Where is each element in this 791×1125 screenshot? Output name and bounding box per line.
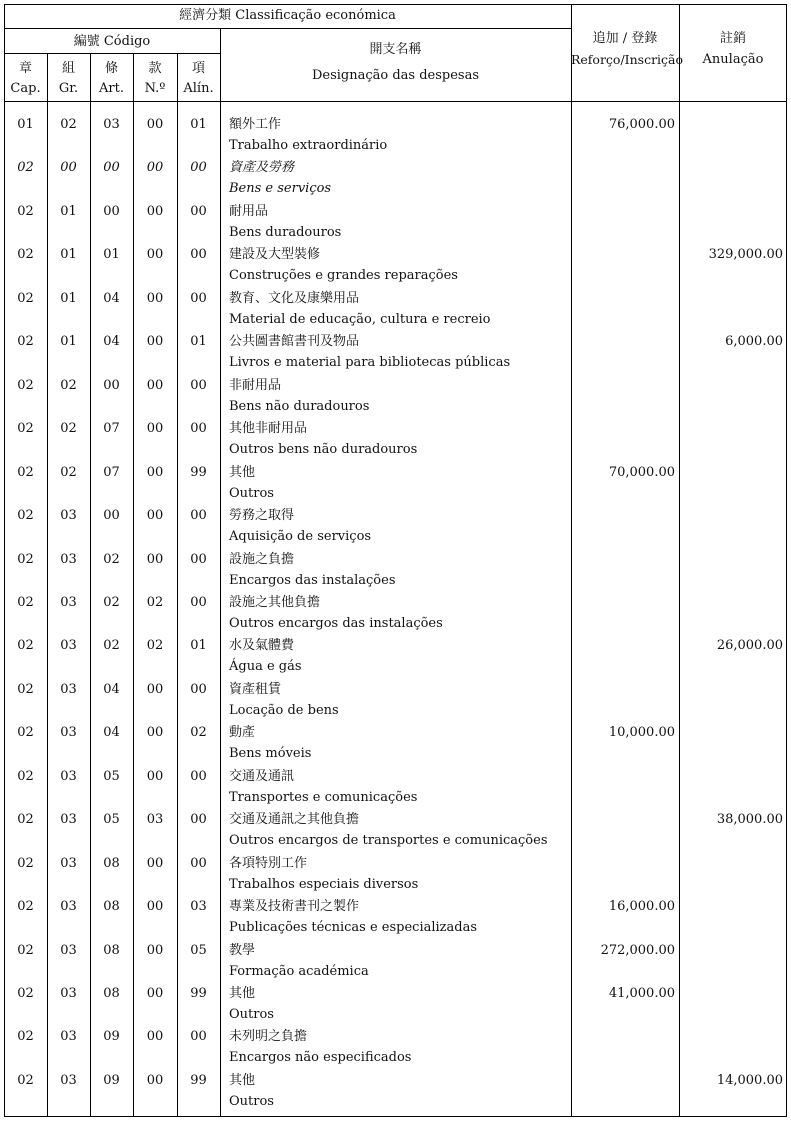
cell-gr: 02 — [60, 421, 77, 436]
cell-art: 04 — [103, 291, 120, 306]
anulacao-heading-zh: 註銷 — [719, 31, 746, 46]
designation-pt: Outros — [229, 1007, 274, 1022]
designation-pt: Bens não duradouros — [229, 399, 370, 414]
designation-pt: Material de educação, cultura e recreio — [229, 312, 491, 327]
anulacao-amount: 6,000.00 — [725, 334, 783, 349]
cell-art: 05 — [103, 812, 120, 827]
designation-zh: 交通及通訊之其他負擔 — [229, 812, 360, 827]
designation-pt: Transportes e comunicações — [229, 790, 418, 805]
cell-art: 04 — [103, 725, 120, 740]
anulacao-heading-pt: Anulação — [702, 52, 764, 67]
cell-no: 00 — [146, 378, 164, 393]
designation-zh: 建設及大型裝修 — [229, 247, 321, 262]
designation-pt: Outros encargos das instalações — [229, 616, 443, 631]
designation-zh: 未列明之負擔 — [229, 1029, 308, 1044]
designation-zh: 其他非耐用品 — [229, 421, 308, 436]
anulacao-amount: 329,000.00 — [708, 247, 783, 262]
designation-zh: 各項特別工作 — [229, 856, 308, 871]
designation-pt: Publicações técnicas e especializadas — [229, 920, 478, 935]
cell-art: 05 — [103, 769, 120, 784]
cell-alin: 03 — [190, 899, 207, 914]
cell-no: 00 — [146, 247, 164, 262]
cell-art: 08 — [103, 943, 120, 958]
cell-cap: 02 — [17, 552, 34, 567]
designation-zh: 教育、文化及康樂用品 — [229, 291, 360, 306]
designation-zh: 其他 — [229, 465, 256, 480]
cell-alin: 00 — [190, 552, 207, 567]
cell-gr: 02 — [60, 378, 77, 393]
cell-alin: 00 — [190, 247, 207, 262]
art-heading-zh: 條 — [104, 61, 118, 76]
cell-gr: 03 — [60, 856, 77, 871]
cell-no: 00 — [146, 291, 164, 306]
designation-zh: 其他 — [229, 986, 256, 1001]
cell-art: 04 — [103, 334, 120, 349]
cell-art: 08 — [103, 986, 120, 1001]
cell-cap: 02 — [17, 986, 34, 1001]
reforco-amount: 41,000.00 — [608, 986, 675, 1001]
cell-art: 09 — [103, 1073, 120, 1088]
header-bottom-rule — [4, 101, 787, 102]
cell-no: 02 — [146, 638, 164, 653]
cell-art: 03 — [103, 117, 120, 132]
cell-art: 07 — [103, 421, 120, 436]
cell-no: 00 — [146, 117, 164, 132]
cell-cap: 02 — [17, 856, 34, 871]
designation-zh: 交通及通訊 — [229, 769, 295, 784]
gr-heading-zh: 組 — [61, 61, 75, 76]
cell-no: 00 — [146, 725, 164, 740]
cell-gr: 00 — [60, 160, 77, 175]
alin-heading-pt: Alín. — [183, 81, 214, 96]
cell-alin: 00 — [190, 291, 207, 306]
cell-no: 00 — [146, 769, 164, 784]
cell-no: 00 — [146, 334, 164, 349]
cell-alin: 05 — [190, 943, 207, 958]
gr-heading-pt: Gr. — [58, 81, 79, 96]
designation-zh: 資產租賃 — [229, 682, 282, 697]
designation-pt: Outros — [229, 486, 274, 501]
art-heading-pt: Art. — [99, 81, 124, 96]
cell-cap: 02 — [17, 682, 34, 697]
cell-art: 08 — [103, 856, 120, 871]
cell-no: 00 — [146, 421, 164, 436]
cell-gr: 03 — [60, 552, 77, 567]
designation-pt: Aquisição de serviços — [229, 529, 372, 544]
code-header-divider — [4, 53, 220, 54]
designation-zh: 其他 — [229, 1073, 256, 1088]
reforco-heading-pt: Reforço/Inscrição — [571, 52, 684, 67]
cell-no: 00 — [146, 899, 164, 914]
cell-no: 02 — [146, 595, 164, 610]
cell-art: 00 — [103, 204, 120, 219]
cap-heading-pt: Cap. — [10, 81, 41, 96]
cell-alin: 00 — [190, 812, 207, 827]
cell-cap: 02 — [17, 899, 34, 914]
cell-cap: 02 — [17, 812, 34, 827]
cell-no: 03 — [146, 812, 164, 827]
designation-pt: Trabalho extraordinário — [229, 138, 388, 153]
designation-pt: Locação de bens — [229, 703, 339, 718]
cell-alin: 99 — [190, 986, 207, 1001]
cell-gr: 03 — [60, 595, 77, 610]
cell-art: 02 — [103, 638, 120, 653]
cell-gr: 03 — [60, 508, 77, 523]
cell-alin: 00 — [190, 378, 207, 393]
econ-classification-heading: 經濟分類 Classificação económica — [179, 8, 396, 23]
designation-pt: Bens duradouros — [229, 225, 342, 240]
cell-alin: 99 — [190, 465, 207, 480]
cell-no: 00 — [146, 552, 164, 567]
cell-alin: 99 — [190, 1073, 207, 1088]
designation-zh: 勞務之取得 — [229, 508, 295, 523]
designation-pt: Trabalhos especiais diversos — [229, 877, 419, 892]
econ-header-divider — [4, 28, 571, 29]
no-heading-pt: N.º — [144, 81, 166, 96]
cell-art: 04 — [103, 682, 120, 697]
cell-alin: 01 — [190, 334, 207, 349]
cell-alin: 00 — [190, 595, 207, 610]
code-heading: 編號 Código — [73, 34, 151, 49]
cell-gr: 03 — [60, 899, 77, 914]
col-divider-designation — [220, 28, 221, 1117]
col-divider-anulacao — [679, 4, 680, 1117]
cell-alin: 00 — [190, 421, 207, 436]
cell-art: 01 — [103, 247, 120, 262]
designation-zh: 設施之負擔 — [229, 552, 295, 567]
cell-art: 00 — [103, 160, 120, 175]
cell-cap: 02 — [17, 378, 34, 393]
anulacao-amount: 26,000.00 — [716, 638, 783, 653]
cell-cap: 02 — [17, 943, 34, 958]
designation-pt: Outros — [229, 1094, 274, 1109]
cell-cap: 02 — [17, 508, 34, 523]
cell-alin: 00 — [190, 508, 207, 523]
reforco-amount: 70,000.00 — [608, 465, 675, 480]
cell-cap: 02 — [17, 1029, 34, 1044]
cell-cap: 02 — [17, 334, 34, 349]
cell-cap: 02 — [17, 247, 34, 262]
cell-alin: 00 — [190, 204, 207, 219]
designation-zh: 專業及技術書刊之製作 — [229, 899, 360, 914]
designation-zh: 教學 — [229, 943, 256, 958]
designation-zh: 動產 — [229, 725, 256, 740]
cell-cap: 02 — [17, 769, 34, 784]
designation-pt: Outros encargos de transportes e comunicações — [229, 833, 548, 848]
alin-heading-zh: 項 — [191, 61, 205, 76]
cell-no: 00 — [146, 465, 164, 480]
cell-gr: 02 — [60, 465, 77, 480]
cell-art: 00 — [103, 378, 120, 393]
designation-pt: Construções e grandes reparações — [229, 268, 458, 283]
cell-gr: 03 — [60, 943, 77, 958]
cell-gr: 03 — [60, 725, 77, 740]
designation-zh: 設施之其他負擔 — [229, 595, 321, 610]
cell-gr: 03 — [60, 769, 77, 784]
cell-gr: 03 — [60, 986, 77, 1001]
cell-no: 00 — [146, 856, 164, 871]
cell-no: 00 — [146, 682, 164, 697]
cell-alin: 01 — [190, 117, 207, 132]
cell-no: 00 — [146, 204, 164, 219]
reforco-amount: 272,000.00 — [600, 943, 675, 958]
cell-alin: 00 — [190, 160, 207, 175]
cell-gr: 03 — [60, 812, 77, 827]
cell-art: 02 — [103, 552, 120, 567]
reforco-heading-zh: 追加 / 登錄 — [592, 31, 658, 46]
cell-gr: 01 — [60, 247, 77, 262]
cell-no: 00 — [146, 1073, 164, 1088]
cell-alin: 00 — [190, 682, 207, 697]
cell-cap: 02 — [17, 725, 34, 740]
anulacao-amount: 38,000.00 — [716, 812, 783, 827]
designation-pt: Encargos das instalações — [229, 573, 396, 588]
designation-zh: 額外工作 — [229, 117, 282, 132]
designation-heading-zh: 開支名稱 — [369, 42, 422, 57]
cell-gr: 01 — [60, 291, 77, 306]
no-heading-zh: 款 — [148, 61, 162, 76]
designation-pt: Encargos não especificados — [229, 1050, 412, 1065]
cell-gr: 03 — [60, 638, 77, 653]
cell-cap: 02 — [17, 638, 34, 653]
designation-zh: 耐用品 — [229, 204, 269, 219]
designation-pt: Água e gás — [229, 659, 302, 674]
designation-pt: Livros e material para bibliotecas públicas — [229, 355, 511, 370]
cell-gr: 01 — [60, 204, 77, 219]
reforco-amount: 10,000.00 — [608, 725, 675, 740]
cell-gr: 02 — [60, 117, 77, 132]
reforco-amount: 16,000.00 — [608, 899, 675, 914]
cell-alin: 00 — [190, 769, 207, 784]
cell-cap: 02 — [17, 1073, 34, 1088]
cell-cap: 01 — [17, 117, 34, 132]
cell-no: 00 — [146, 1029, 164, 1044]
cell-cap: 02 — [17, 465, 34, 480]
cell-alin: 02 — [190, 725, 207, 740]
cell-art: 08 — [103, 899, 120, 914]
cell-art: 09 — [103, 1029, 120, 1044]
cell-gr: 03 — [60, 682, 77, 697]
cell-gr: 03 — [60, 1029, 77, 1044]
cell-cap: 02 — [17, 421, 34, 436]
designation-pt: Bens móveis — [229, 746, 312, 761]
cell-alin: 00 — [190, 1029, 207, 1044]
cell-cap: 02 — [17, 204, 34, 219]
cell-gr: 03 — [60, 1073, 77, 1088]
cell-cap: 02 — [17, 291, 34, 306]
designation-pt: Outros bens não duradouros — [229, 442, 418, 457]
anulacao-amount: 14,000.00 — [716, 1073, 783, 1088]
designation-zh: 水及氣體費 — [229, 638, 295, 653]
designation-zh: 非耐用品 — [229, 378, 282, 393]
cell-no: 00 — [146, 943, 164, 958]
cell-art: 07 — [103, 465, 120, 480]
designation-heading-pt: Designação das despesas — [311, 68, 480, 83]
cell-art: 02 — [103, 595, 120, 610]
cell-cap: 02 — [17, 595, 34, 610]
cell-gr: 01 — [60, 334, 77, 349]
cell-no: 00 — [146, 160, 164, 175]
cell-no: 00 — [146, 986, 164, 1001]
cell-no: 00 — [146, 508, 164, 523]
cell-art: 00 — [103, 508, 120, 523]
designation-pt: Formação académica — [229, 964, 369, 979]
cell-cap: 02 — [17, 160, 34, 175]
designation-zh: 資產及勞務 — [229, 160, 295, 175]
cell-alin: 00 — [190, 856, 207, 871]
designation-pt: Bens e serviços — [229, 181, 332, 196]
designation-zh: 公共圖書館書刊及物品 — [229, 334, 360, 349]
cap-heading-zh: 章 — [18, 61, 32, 76]
cell-alin: 01 — [190, 638, 207, 653]
reforco-amount: 76,000.00 — [608, 117, 675, 132]
